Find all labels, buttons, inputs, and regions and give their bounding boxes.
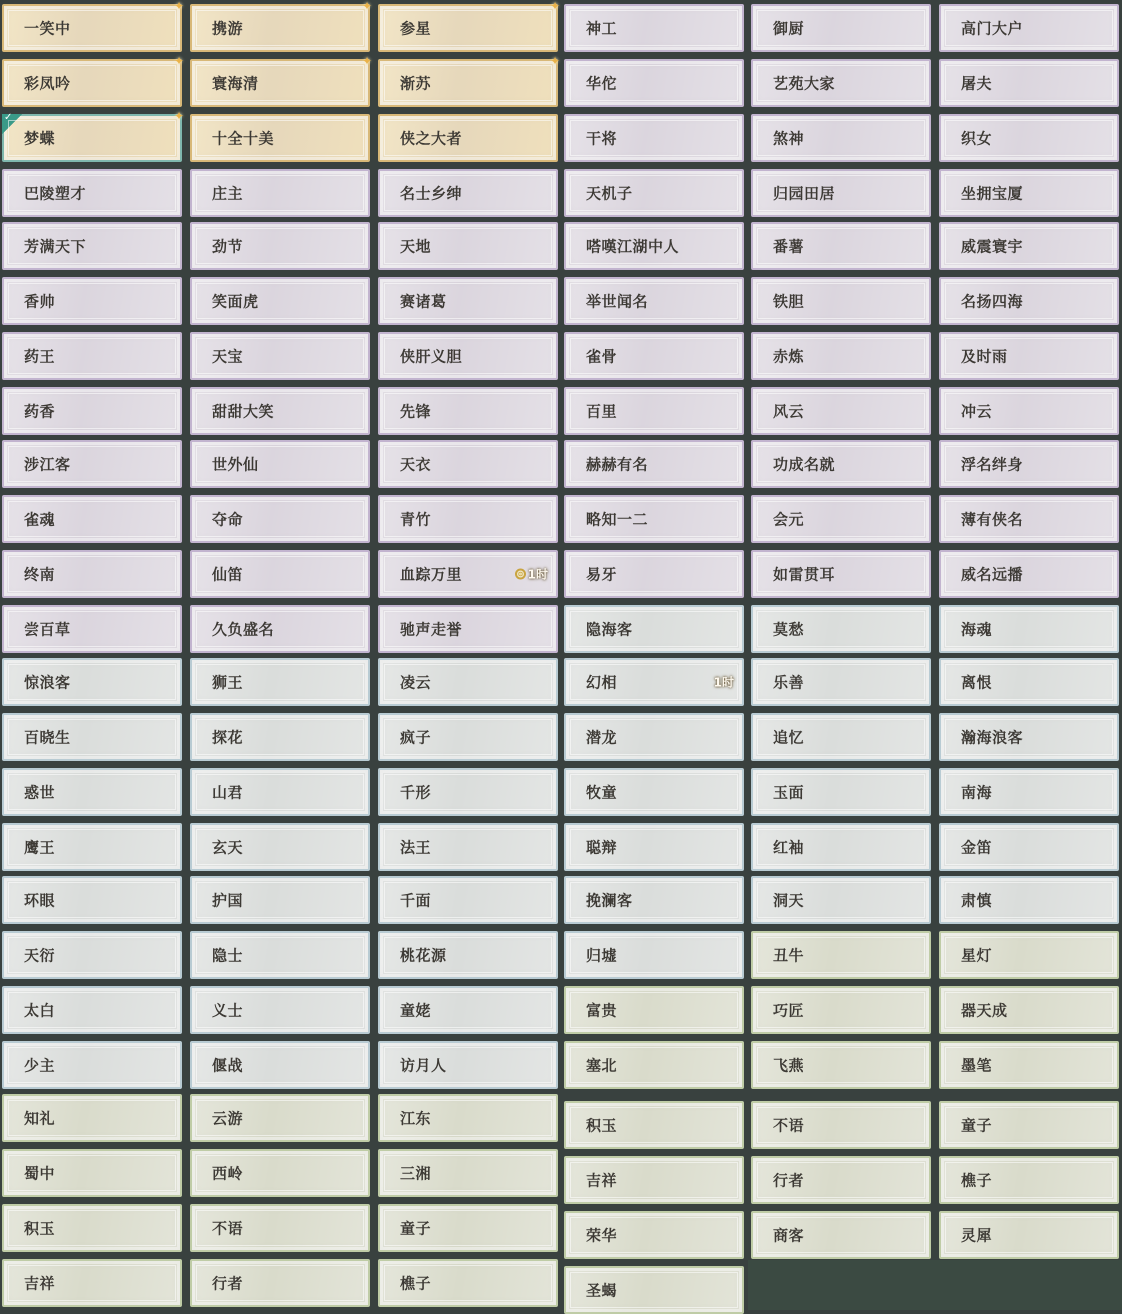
title-label: 天地 xyxy=(400,237,432,256)
title-tile[interactable] xyxy=(939,713,1119,761)
title-tile[interactable] xyxy=(190,222,370,270)
title-label: 彩凤吟 xyxy=(24,74,71,93)
title-tile[interactable] xyxy=(190,550,370,598)
title-tile[interactable] xyxy=(190,1204,370,1252)
title-label: 樵子 xyxy=(400,1274,432,1293)
title-label: 梦蝶 xyxy=(24,129,56,148)
title-tile[interactable] xyxy=(939,550,1119,598)
title-tile[interactable] xyxy=(190,1041,370,1089)
title-label: 及时雨 xyxy=(961,347,1008,366)
title-tile[interactable] xyxy=(751,222,931,270)
title-tile[interactable] xyxy=(2,387,182,435)
title-label: 华佗 xyxy=(586,74,618,93)
title-tile[interactable] xyxy=(378,658,558,706)
sparkle-icon: ✦ xyxy=(173,0,184,13)
title-label: 惊浪客 xyxy=(24,673,71,692)
title-tile[interactable] xyxy=(939,658,1119,706)
title-tile[interactable] xyxy=(2,1149,182,1197)
title-label: 屠夫 xyxy=(961,74,993,93)
title-tile[interactable] xyxy=(939,59,1119,107)
title-tile[interactable] xyxy=(564,277,744,325)
title-tile[interactable] xyxy=(939,114,1119,162)
title-tile[interactable] xyxy=(564,658,744,706)
title-label: 威名远播 xyxy=(961,565,1024,584)
title-tile[interactable] xyxy=(939,823,1119,871)
title-label: 驰声走誉 xyxy=(400,620,463,639)
title-tile[interactable] xyxy=(378,823,558,871)
title-label: 巧匠 xyxy=(773,1001,805,1020)
title-label: 金笛 xyxy=(961,838,993,857)
title-label: 圣蝎 xyxy=(586,1281,618,1300)
title-label: 护国 xyxy=(212,891,244,910)
title-tile[interactable] xyxy=(378,0,560,52)
title-tile[interactable] xyxy=(939,222,1119,270)
title-label: 风云 xyxy=(773,402,805,421)
title-tile[interactable] xyxy=(751,768,931,816)
title-tile[interactable] xyxy=(378,440,558,488)
title-label: 涉江客 xyxy=(24,455,71,474)
title-label: 天衣 xyxy=(400,455,432,474)
title-label: 易牙 xyxy=(586,565,618,584)
title-tile[interactable] xyxy=(2,823,182,871)
title-label: 冲云 xyxy=(961,402,993,421)
title-label: 天机子 xyxy=(586,184,633,203)
title-tile[interactable] xyxy=(2,0,184,52)
title-tile[interactable] xyxy=(751,387,931,435)
title-tile[interactable] xyxy=(2,986,182,1034)
title-tile[interactable] xyxy=(751,114,931,162)
title-label: 夺命 xyxy=(212,510,244,529)
title-tile[interactable] xyxy=(378,1259,558,1307)
title-label: 积玉 xyxy=(24,1219,56,1238)
title-tile[interactable] xyxy=(939,440,1119,488)
title-label: 疯子 xyxy=(400,728,432,747)
title-label: 离恨 xyxy=(961,673,993,692)
title-label: 会元 xyxy=(773,510,805,529)
title-label: 桃花源 xyxy=(400,946,447,965)
title-tile[interactable] xyxy=(564,768,744,816)
title-label: 环眼 xyxy=(24,891,56,910)
title-tile[interactable] xyxy=(2,931,182,979)
title-tile[interactable] xyxy=(939,4,1119,52)
title-label: 侠肝义胆 xyxy=(400,347,463,366)
title-label: 吉祥 xyxy=(24,1274,56,1293)
title-tile[interactable] xyxy=(564,1156,744,1204)
title-label: 洞天 xyxy=(773,891,805,910)
title-tile[interactable] xyxy=(190,114,370,162)
title-tile[interactable] xyxy=(378,277,558,325)
title-tile[interactable] xyxy=(939,876,1119,924)
title-label: 煞神 xyxy=(773,129,805,148)
title-label: 器天成 xyxy=(961,1001,1008,1020)
title-tile[interactable] xyxy=(190,931,370,979)
title-label: 童子 xyxy=(400,1219,432,1238)
title-label: 坐拥宝厦 xyxy=(961,184,1024,203)
title-tile[interactable] xyxy=(564,495,744,543)
title-label: 百晓生 xyxy=(24,728,71,747)
sparkle-icon: ✦ xyxy=(361,54,372,68)
title-label: 莫愁 xyxy=(773,620,805,639)
title-tile[interactable] xyxy=(2,876,182,924)
title-tile[interactable] xyxy=(378,1041,558,1089)
title-label: 参星 xyxy=(400,19,432,38)
title-tile[interactable] xyxy=(190,0,372,52)
title-label: 商客 xyxy=(773,1226,805,1245)
title-label: 义士 xyxy=(212,1001,244,1020)
title-label: 名士乡绅 xyxy=(400,184,463,203)
title-tile[interactable] xyxy=(939,605,1119,653)
title-tile[interactable] xyxy=(2,768,182,816)
title-tile[interactable] xyxy=(2,550,182,598)
title-tile[interactable] xyxy=(564,114,744,162)
title-label: 巴陵塑才 xyxy=(24,184,87,203)
title-label: 江东 xyxy=(400,1109,432,1128)
title-tile[interactable] xyxy=(564,387,744,435)
title-tile[interactable] xyxy=(190,823,370,871)
title-label: 劲节 xyxy=(212,237,244,256)
title-tile[interactable] xyxy=(190,605,370,653)
title-label: 嗒嘆江湖中人 xyxy=(586,237,680,256)
title-tile[interactable] xyxy=(939,931,1119,979)
title-label: 千面 xyxy=(400,891,432,910)
title-tile[interactable] xyxy=(751,876,931,924)
title-tile[interactable] xyxy=(2,713,182,761)
title-label: 血踪万里 xyxy=(400,565,463,584)
title-label: 不语 xyxy=(773,1116,805,1135)
title-label: 西岭 xyxy=(212,1164,244,1183)
title-tile[interactable] xyxy=(190,1149,370,1197)
title-label: 星灯 xyxy=(961,946,993,965)
title-tile[interactable] xyxy=(564,440,744,488)
title-tile[interactable] xyxy=(751,713,931,761)
title-label: 追忆 xyxy=(773,728,805,747)
title-label: 不语 xyxy=(212,1219,244,1238)
title-label: 携游 xyxy=(212,19,244,38)
title-label: 浮名绊身 xyxy=(961,455,1024,474)
title-tile[interactable] xyxy=(378,1149,558,1197)
title-tile[interactable] xyxy=(190,768,370,816)
title-tile[interactable] xyxy=(939,768,1119,816)
title-label: 潜龙 xyxy=(586,728,618,747)
title-label: 仙笛 xyxy=(212,565,244,584)
title-tile[interactable] xyxy=(939,986,1119,1034)
title-tile[interactable] xyxy=(564,332,744,380)
title-tile[interactable] xyxy=(2,495,182,543)
title-tile[interactable] xyxy=(378,54,560,107)
title-label: 举世闻名 xyxy=(586,292,649,311)
title-tile[interactable] xyxy=(564,931,744,979)
title-label: 探花 xyxy=(212,728,244,747)
title-tile[interactable] xyxy=(751,1211,931,1259)
title-label: 铁胆 xyxy=(773,292,805,311)
title-tile[interactable] xyxy=(378,169,558,217)
title-label: 御厨 xyxy=(773,19,805,38)
title-label: 玄天 xyxy=(212,838,244,857)
title-label: 灵犀 xyxy=(961,1226,993,1245)
title-tile[interactable] xyxy=(751,495,931,543)
title-label: 天衍 xyxy=(24,946,56,965)
title-label: 药王 xyxy=(24,347,56,366)
title-tile[interactable] xyxy=(2,658,182,706)
title-tile[interactable] xyxy=(751,605,931,653)
title-label: 童姥 xyxy=(400,1001,432,1020)
title-label: 塞北 xyxy=(586,1056,618,1075)
title-tile[interactable] xyxy=(564,1211,744,1259)
title-label: 薄有侠名 xyxy=(961,510,1024,529)
title-tile[interactable] xyxy=(564,986,744,1034)
title-tile[interactable] xyxy=(939,332,1119,380)
title-label: 药香 xyxy=(24,402,56,421)
title-tile[interactable] xyxy=(190,440,370,488)
title-label: 幻相 xyxy=(586,673,618,692)
title-tile[interactable] xyxy=(190,332,370,380)
title-tile[interactable] xyxy=(751,550,931,598)
title-tile[interactable] xyxy=(564,1041,744,1089)
title-label: 番薯 xyxy=(773,237,805,256)
title-label: 侠之大者 xyxy=(400,129,463,148)
title-label: 丑牛 xyxy=(773,946,805,965)
time-limit-text: 1时 xyxy=(527,567,548,582)
title-tile[interactable] xyxy=(2,277,182,325)
title-label: 名扬四海 xyxy=(961,292,1024,311)
title-tile[interactable] xyxy=(751,931,931,979)
title-tile[interactable] xyxy=(378,222,558,270)
title-label: 赫赫有名 xyxy=(586,455,649,474)
title-tile[interactable] xyxy=(564,4,744,52)
title-label: 法王 xyxy=(400,838,432,857)
title-label: 高门大户 xyxy=(961,19,1024,38)
title-tile[interactable] xyxy=(939,495,1119,543)
title-tile[interactable] xyxy=(2,1094,182,1142)
title-tile[interactable] xyxy=(939,169,1119,217)
title-label: 略知一二 xyxy=(586,510,649,529)
title-tile[interactable] xyxy=(378,605,558,653)
title-label: 渐苏 xyxy=(400,74,432,93)
title-tile[interactable] xyxy=(378,332,558,380)
title-label: 樵子 xyxy=(961,1171,993,1190)
title-tile[interactable] xyxy=(564,59,744,107)
title-label: 太白 xyxy=(24,1001,56,1020)
title-tile[interactable] xyxy=(378,495,558,543)
title-label: 隐海客 xyxy=(586,620,633,639)
title-label: 红袖 xyxy=(773,838,805,857)
sparkle-icon: ✦ xyxy=(549,0,560,13)
title-tile[interactable] xyxy=(190,876,370,924)
title-label: 偃战 xyxy=(212,1056,244,1075)
title-label: 百里 xyxy=(586,402,618,421)
title-tile[interactable] xyxy=(564,823,744,871)
time-limit-badge xyxy=(515,566,548,583)
title-label: 访月人 xyxy=(400,1056,447,1075)
title-label: 尝百草 xyxy=(24,620,71,639)
title-tile[interactable] xyxy=(190,658,370,706)
title-label: 青竹 xyxy=(400,510,432,529)
title-tile[interactable] xyxy=(190,277,370,325)
title-label: 归园田居 xyxy=(773,184,836,203)
title-tile[interactable] xyxy=(2,54,184,107)
title-label: 威震寰宇 xyxy=(961,237,1024,256)
title-tile[interactable] xyxy=(939,1041,1119,1089)
title-label: 世外仙 xyxy=(212,455,259,474)
title-label: 玉面 xyxy=(773,783,805,802)
title-label: 赛诸葛 xyxy=(400,292,447,311)
title-label: 少主 xyxy=(24,1056,56,1075)
sparkle-icon: ✦ xyxy=(173,109,184,123)
title-tile[interactable] xyxy=(751,277,931,325)
title-label: 寰海清 xyxy=(212,74,259,93)
time-limit-badge xyxy=(714,674,734,691)
title-tile[interactable] xyxy=(378,876,558,924)
title-label: 海魂 xyxy=(961,620,993,639)
title-label: 归墟 xyxy=(586,946,618,965)
title-tile[interactable] xyxy=(378,931,558,979)
title-label: 南海 xyxy=(961,783,993,802)
title-tile[interactable] xyxy=(190,1094,370,1142)
title-tile[interactable] xyxy=(2,605,182,653)
title-label: 瀚海浪客 xyxy=(961,728,1024,747)
title-label: 雀骨 xyxy=(586,347,618,366)
title-tile[interactable] xyxy=(564,876,744,924)
title-label: 聪辩 xyxy=(586,838,618,857)
title-tile[interactable] xyxy=(2,109,184,162)
title-label: 一笑中 xyxy=(24,19,71,38)
title-label: 甜甜大笑 xyxy=(212,402,275,421)
title-label: 庄主 xyxy=(212,184,244,203)
title-label: 笑面虎 xyxy=(212,292,259,311)
title-tile[interactable] xyxy=(939,1101,1119,1149)
title-tile[interactable] xyxy=(751,1101,931,1149)
title-tile[interactable] xyxy=(2,332,182,380)
sparkle-icon: ✦ xyxy=(361,0,372,13)
title-label: 如雷贯耳 xyxy=(773,565,836,584)
title-label: 芳满天下 xyxy=(24,237,87,256)
title-label: 赤炼 xyxy=(773,347,805,366)
title-label: 狮王 xyxy=(212,673,244,692)
checkmark-icon xyxy=(2,114,22,134)
title-label: 云游 xyxy=(212,1109,244,1128)
title-tile[interactable] xyxy=(751,169,931,217)
title-label: 天宝 xyxy=(212,347,244,366)
title-tile[interactable] xyxy=(564,605,744,653)
title-tile[interactable] xyxy=(751,658,931,706)
title-label: 荣华 xyxy=(586,1226,618,1245)
title-tile[interactable] xyxy=(190,495,370,543)
title-label: 惑世 xyxy=(24,783,56,802)
title-label: 乐善 xyxy=(773,673,805,692)
title-tile[interactable] xyxy=(564,169,744,217)
title-tile[interactable] xyxy=(939,1211,1119,1259)
title-tile[interactable] xyxy=(564,1101,744,1149)
title-tile[interactable] xyxy=(939,387,1119,435)
title-label: 雀魂 xyxy=(24,510,56,529)
title-label: 终南 xyxy=(24,565,56,584)
title-label: 行者 xyxy=(773,1171,805,1190)
title-label: 先锋 xyxy=(400,402,432,421)
title-tile[interactable] xyxy=(939,1156,1119,1204)
time-limit-text: 1时 xyxy=(713,675,734,690)
title-tile[interactable] xyxy=(564,222,744,270)
title-tile[interactable] xyxy=(190,169,370,217)
title-label: 墨笔 xyxy=(961,1056,993,1075)
title-tile[interactable] xyxy=(939,277,1119,325)
title-tile[interactable] xyxy=(751,1041,931,1089)
coin-icon xyxy=(515,569,526,580)
title-tile[interactable] xyxy=(2,222,182,270)
title-tile[interactable] xyxy=(378,713,558,761)
title-label: 神工 xyxy=(586,19,618,38)
title-tile[interactable] xyxy=(751,440,931,488)
title-tile[interactable] xyxy=(2,1041,182,1089)
title-tile[interactable] xyxy=(751,59,931,107)
title-label: 富贵 xyxy=(586,1001,618,1020)
title-tile[interactable] xyxy=(378,387,558,435)
title-label: 童子 xyxy=(961,1116,993,1135)
sparkle-icon: ✦ xyxy=(173,54,184,68)
title-label: 三湘 xyxy=(400,1164,432,1183)
sparkle-icon: ✦ xyxy=(549,54,560,68)
title-tile[interactable] xyxy=(2,1259,182,1307)
title-label: 十全十美 xyxy=(212,129,275,148)
title-tile[interactable] xyxy=(751,823,931,871)
title-label: 久负盛名 xyxy=(212,620,275,639)
title-label: 鹰王 xyxy=(24,838,56,857)
title-label: 牧童 xyxy=(586,783,618,802)
title-label: 千形 xyxy=(400,783,432,802)
title-label: 干将 xyxy=(586,129,618,148)
title-label: 肃慎 xyxy=(961,891,993,910)
title-tile[interactable] xyxy=(378,550,558,598)
title-label: 挽澜客 xyxy=(586,891,633,910)
title-label: 凌云 xyxy=(400,673,432,692)
title-label: 积玉 xyxy=(586,1116,618,1135)
title-tile[interactable] xyxy=(2,1204,182,1252)
title-tile[interactable] xyxy=(378,768,558,816)
title-tile[interactable] xyxy=(190,1259,370,1307)
title-tile[interactable] xyxy=(190,713,370,761)
title-tile[interactable] xyxy=(190,986,370,1034)
title-tile[interactable] xyxy=(751,4,931,52)
title-label: 飞燕 xyxy=(773,1056,805,1075)
title-label: 艺苑大家 xyxy=(773,74,836,93)
empty-grid-area xyxy=(748,1260,1122,1310)
title-label: 香帅 xyxy=(24,292,56,311)
title-tile[interactable] xyxy=(378,114,558,162)
title-tile[interactable] xyxy=(378,1204,558,1252)
title-label: 蜀中 xyxy=(24,1164,56,1183)
title-tile[interactable] xyxy=(751,986,931,1034)
title-tile[interactable] xyxy=(190,387,370,435)
title-label: 山君 xyxy=(212,783,244,802)
title-tile[interactable] xyxy=(190,54,372,107)
title-tile[interactable] xyxy=(2,169,182,217)
title-tile[interactable] xyxy=(564,713,744,761)
title-tile[interactable] xyxy=(378,986,558,1034)
title-label: 吉祥 xyxy=(586,1171,618,1190)
title-label: 织女 xyxy=(961,129,993,148)
title-tile[interactable] xyxy=(751,1156,931,1204)
title-tile[interactable] xyxy=(2,440,182,488)
title-tile[interactable] xyxy=(378,1094,558,1142)
title-label: 功成名就 xyxy=(773,455,836,474)
title-tile[interactable] xyxy=(564,1266,744,1314)
title-tile[interactable] xyxy=(751,332,931,380)
title-label: 行者 xyxy=(212,1274,244,1293)
title-label: 隐士 xyxy=(212,946,244,965)
title-label: 知礼 xyxy=(24,1109,56,1128)
title-tile[interactable] xyxy=(564,550,744,598)
